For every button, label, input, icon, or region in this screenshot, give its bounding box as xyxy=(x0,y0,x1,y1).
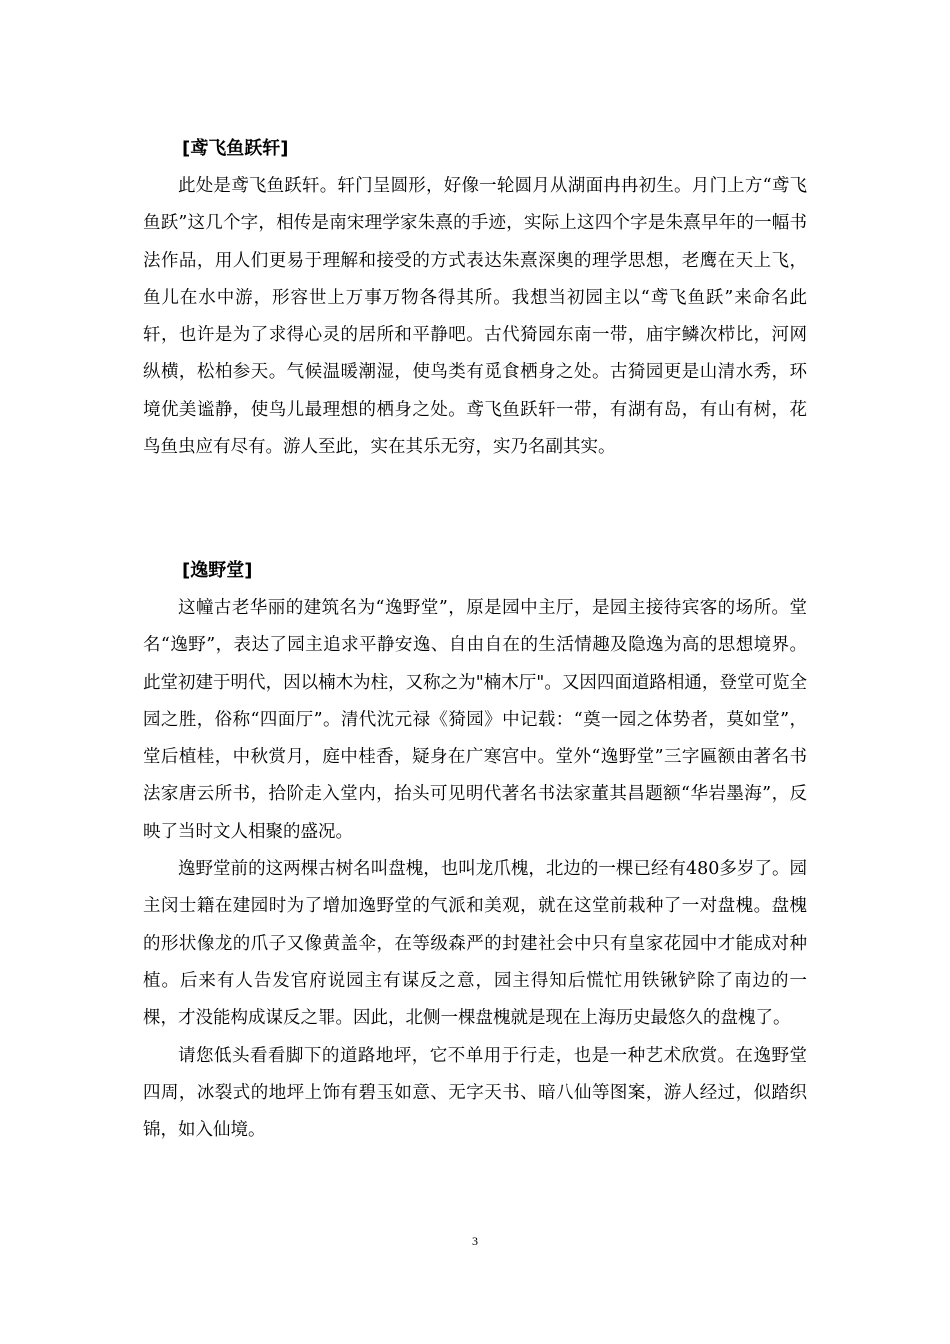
paragraph: 请您低头看看脚下的道路地坪，它不单用于行走，也是一种艺术欣赏。在逸野堂四周，冰裂式的地坪上饰有碧玉如意、无字天书、暗八仙等图案，游人经过，似踏织锦，如入仙境。 xyxy=(143,1045,807,1141)
section-title-yuanfei: [鸢飞鱼跃轩] xyxy=(182,138,289,159)
page-number: 3 xyxy=(472,1234,478,1248)
paragraph: 此处是鸢飞鱼跃轩。轩门呈圆形，好像一轮圆月从湖面冉冉初生。月门上方“鸢飞鱼跃”这几个字，相传是南宋理学家朱熹的手迹，实际上这四个字是朱熹早年的一幅书法作品，用人们更易于理解和接受的方式表达朱熹深奥的理学思想，老鹰在天上飞，鱼儿在水中游，形容世上万事万物各得其所。我想当初园主以“鸢飞鱼跃”来命名此轩，也许是为了求得心灵的居所和平静吧。古代猗园东南一带，庙宇鳞次栉比，河网纵横，松柏参天。气候温暖潮湿，使鸟类有觅食栖身之处。古猗园更是山清水秀，环境优美谧静，使鸟儿最理想的栖身之处。鸢飞鱼跃轩一带，有湖有岛，有山有树，花鸟鱼虫应有尽有。游人至此，实在其乐无穷，实乃名副其实。 xyxy=(143,176,807,458)
section-body-yuanfei xyxy=(143,168,807,466)
paragraph: 逸野堂前的这两棵古树名叫盘槐，也叫龙爪槐，北边的一棵已经有480多岁了。园主闵士籍在建园时为了增加逸野堂的气派和美观，就在这堂前栽种了一对盘槐。盘槐的形状像龙的爪子又像黄盖伞，在等级森严的封建社会中只有皇家花园中才能成对种植。后来有人告发官府说园主有谋反之意，园主得知后慌忙用铁锹铲除了南边的一棵，才没能构成谋反之罪。因此，北侧一棵盘槐就是现在上海历史最悠久的盘槐了。 xyxy=(143,859,807,1029)
section-title-yiyetang: [逸野堂] xyxy=(182,560,253,581)
paragraph: 这幢古老华丽的建筑名为“逸野堂”，原是园中主厅，是园主接待宾客的场所。堂名“逸野”，表达了园主追求平静安逸、自由自在的生活情趣及隐逸为高的思想境界。此堂初建于明代，因以楠木为柱，又称之为"楠木厅"。又因四面道路相通，登堂可览全园之胜，俗称“四面厅”。清代沈元禄《猗园》中记载：“奠一园之体势者，莫如堂”，堂后植桂，中秋赏月，庭中桂香，疑身在广寒宫中。堂外“逸野堂”三字匾额由著名书法家唐云所书，拾阶走入堂内，抬头可见明代著名书法家董其昌题额“华岩墨海”，反映了当时文人相聚的盛况。 xyxy=(143,598,807,842)
section-body-yiyetang xyxy=(143,590,807,1149)
